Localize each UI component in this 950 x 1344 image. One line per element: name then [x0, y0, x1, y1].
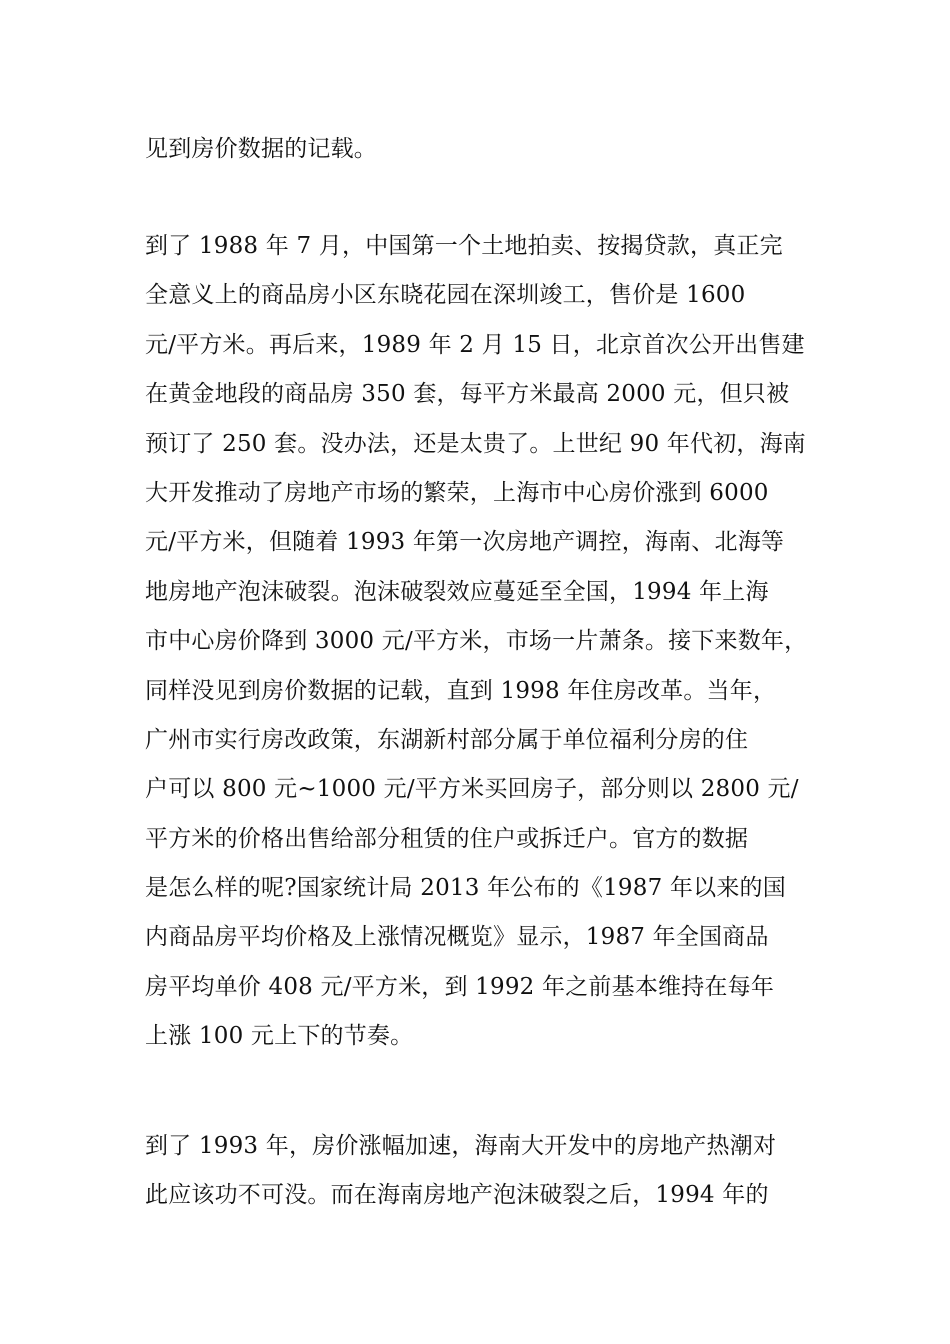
text-line: 元/平方米。再后来，1989 年 2 月 15 日，北京首次公开出售建	[145, 331, 805, 358]
text-line: 元/平方米，但随着 1993 年第一次房地产调控，海南、北海等	[145, 529, 785, 556]
text-line: 同样没见到房价数据的记载，直到 1998 年住房改革。当年，	[145, 677, 777, 704]
text-line: 市中心房价降到 3000 元/平方米，市场一片萧条。接下来数年，	[145, 628, 808, 655]
paragraph-1	[145, 125, 825, 174]
text-line: 内商品房平均价格及上涨情况概览》显示，1987 年全国商品	[145, 924, 769, 951]
text-line: 房平均单价 408 元/平方米，到 1992 年之前基本维持在每年	[145, 973, 775, 1000]
text-line: 在黄金地段的商品房 350 套，每平方米最高 2000 元，但只被	[145, 381, 790, 408]
text-line: 大开发推动了房地产市场的繁荣，上海市中心房价涨到 6000	[145, 479, 769, 506]
text-line: 全意义上的商品房小区东晓花园在深圳竣工，售价是 1600	[145, 282, 746, 309]
text-line: 上涨 100 元上下的节奏。	[145, 1023, 414, 1050]
paragraph-2	[145, 222, 825, 1062]
text-line: 是怎么样的呢?国家统计局 2013 年公布的《1987 年以来的国	[145, 875, 786, 902]
text-line: 地房地产泡沫破裂。泡沫破裂效应蔓延至全国，1994 年上海	[145, 578, 769, 605]
paragraph-3	[145, 1122, 825, 1221]
text-line: 户可以 800 元~1000 元/平方米买回房子，部分则以 2800 元/	[145, 776, 799, 803]
text-line: 广州市实行房改政策，东湖新村部分属于单位福利分房的住	[145, 726, 749, 753]
text-line: 平方米的价格出售给部分租赁的住户或拆迁户。官方的数据	[145, 825, 749, 852]
text-line: 见到房价数据的记载。	[145, 136, 377, 162]
text-line: 此应该功不可没。而在海南房地产泡沫破裂之后，1994 年的	[145, 1182, 769, 1209]
text-line: 到了 1988 年 7 月，中国第一个土地拍卖、按揭贷款，真正完	[145, 233, 783, 259]
text-line: 到了 1993 年，房价涨幅加速，海南大开发中的房地产热潮对	[145, 1133, 777, 1159]
text-line: 预订了 250 套。没办法，还是太贵了。上世纪 90 年代初，海南	[145, 430, 807, 457]
